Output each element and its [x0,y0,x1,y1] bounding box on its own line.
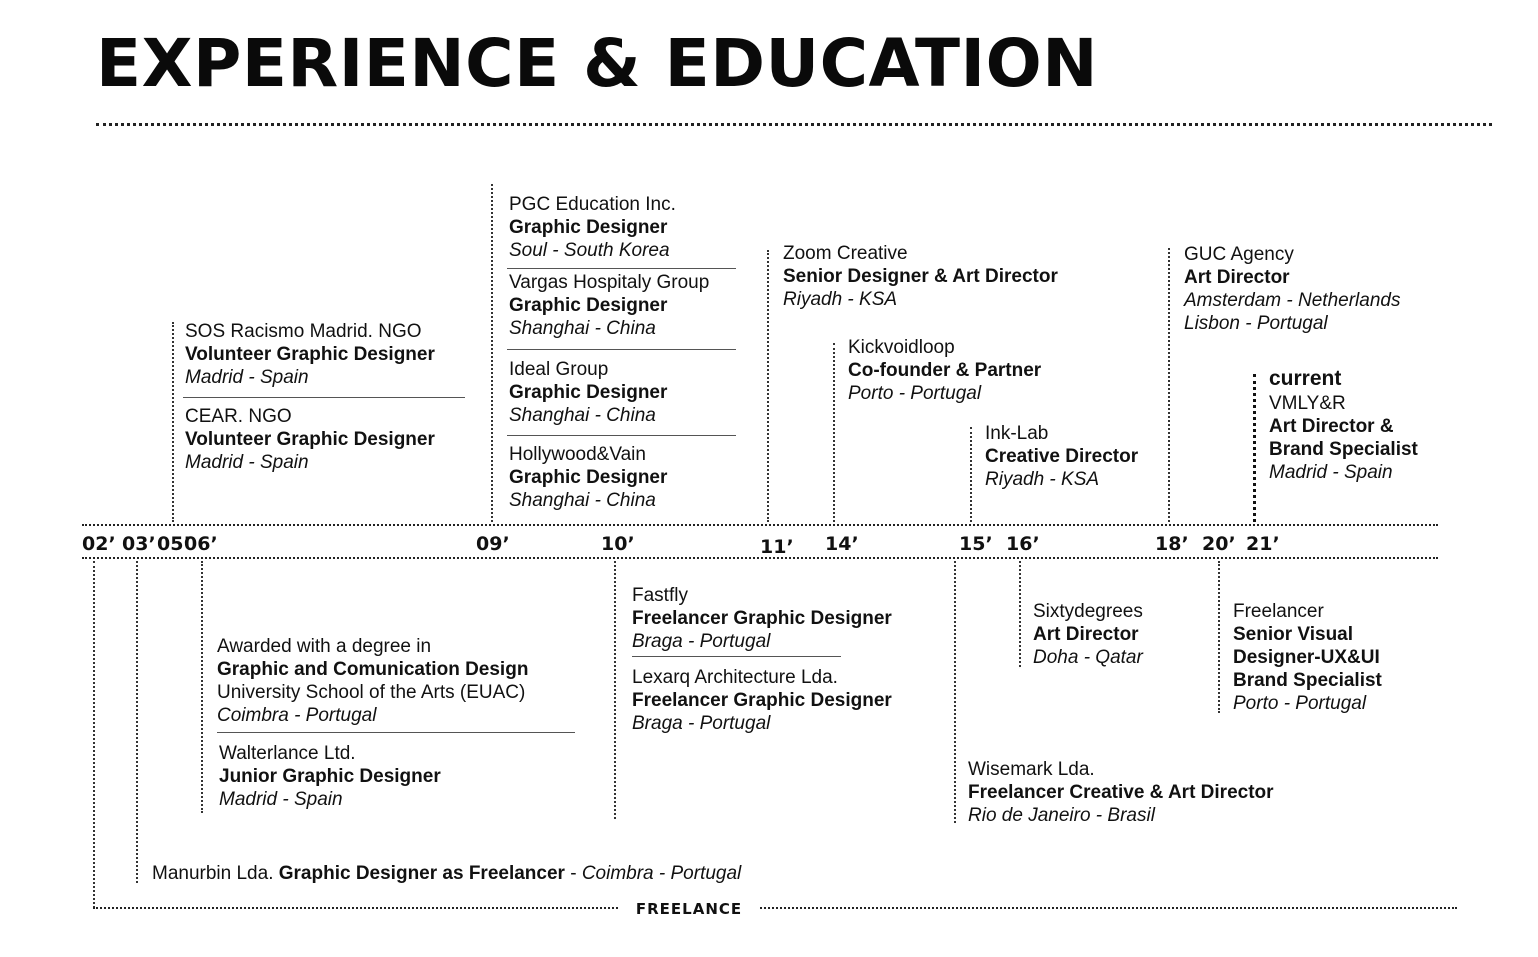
entry-dash: - [564,863,582,884]
entry-location: Coimbra - Portugal [217,705,377,726]
freelance-label: FREELANCE [620,898,758,920]
entry-pgc [509,193,676,262]
entry-org: Freelancer [1233,601,1324,622]
entry-org: Awarded with a degree in [217,636,432,657]
entry-location: Coimbra - Portugal [581,863,742,884]
year-label: 15’ [959,533,993,555]
entry-kickvoidloop [848,336,1041,405]
entry-role: Brand Specialist [1233,670,1382,691]
year-label: 20’ [1202,533,1236,555]
timeline-top-line [82,524,1438,526]
connector-line-current [1253,374,1256,522]
entry-location: Riyadh - KSA [783,289,898,310]
entry-lexarq [632,666,892,735]
entry-role: Senior Designer & Art Director [783,266,1058,287]
entry-role: Freelancer Graphic Designer [632,608,892,629]
entry-org: Lexarq Architecture Lda. [632,667,838,688]
entry-location: Shanghai - China [509,405,656,426]
connector-line [1218,561,1220,713]
entry-org: Vargas Hospitaly Group [509,272,710,293]
entry-org: Manurbin Lda. [152,863,274,884]
entry-org: Ideal Group [509,359,609,380]
entry-separator [507,268,736,269]
entry-location: Porto - Portugal [848,383,982,404]
entry-location: Doha - Qatar [1033,647,1143,668]
entry-role: Graphic Designer [509,295,668,316]
entry-org: PGC Education Inc. [509,194,676,215]
entry-location: Amsterdam - Netherlands [1184,290,1401,311]
freelance-line [93,907,1457,909]
connector-line [970,427,972,522]
entry-location: Rio de Janeiro - Brasil [968,805,1155,826]
entry-role: Graphic Designer [509,467,668,488]
year-label: 21’ [1246,533,1280,555]
connector-line [1168,248,1170,522]
connector-line [767,250,769,522]
entry-role: Graphic Designer [509,382,668,403]
year-label: 18’ [1155,533,1189,555]
entry-role: Freelancer Creative & Art Director [968,782,1274,803]
entry-org: Zoom Creative [783,243,908,264]
entry-org: VMLY&R [1269,393,1346,414]
entry-role: Art Director & [1269,416,1394,437]
year-label: 10’ [601,533,635,555]
entry-school: University School of the Arts (EUAC) [217,682,526,703]
page-title: EXPERIENCE & EDUCATION [96,25,1098,102]
entry-vargas [509,271,709,340]
entry-role: Brand Specialist [1269,439,1418,460]
connector-line [1019,561,1021,667]
year-label: 02’ [82,533,116,555]
entry-location: Madrid - Spain [219,789,343,810]
entry-location: Braga - Portugal [632,631,771,652]
entry-zoom [783,242,1058,311]
entry-org: Kickvoidloop [848,337,955,358]
connector-line [954,561,956,823]
title-divider [96,123,1492,126]
connector-line [172,322,174,522]
entry-wisemark [968,758,1274,827]
entry-org: GUC Agency [1184,244,1294,265]
connector-line [136,561,138,883]
entry-sixtydegrees [1033,600,1143,669]
entry-degree [217,635,528,727]
entry-separator [507,349,736,350]
entry-role: Freelancer Graphic Designer [632,690,892,711]
entry-sos-racismo [185,320,435,389]
entry-org: Ink-Lab [985,423,1049,444]
year-label: 14’ [825,533,859,555]
entry-role: Senior Visual [1233,624,1354,645]
entry-location: Shanghai - China [509,318,656,339]
entry-hollywood [509,443,667,512]
connector-line [833,343,835,522]
entry-separator [507,435,736,436]
entry-location: Madrid - Spain [185,452,309,473]
entry-location: Braga - Portugal [632,713,771,734]
entry-guc [1184,243,1400,335]
entry-vmly [1269,367,1418,484]
connector-line [491,184,493,522]
year-label: 11’ [760,536,794,558]
entry-location: Riyadh - KSA [985,469,1100,490]
year-label: 06’ [184,533,218,555]
entry-separator [632,656,841,657]
entry-role: Junior Graphic Designer [219,766,441,787]
year-label: 03’ [122,533,156,555]
entry-location: Lisbon - Portugal [1184,313,1328,334]
entry-freelancer [1233,600,1382,715]
entry-inklab [985,422,1138,491]
entry-location: Madrid - Spain [185,367,309,388]
entry-role: Graphic Designer as Freelancer [278,863,565,884]
connector-line [201,561,203,813]
entry-role: Co-founder & Partner [848,360,1042,381]
entry-org: Fastfly [632,585,688,606]
year-label: 16’ [1006,533,1040,555]
entry-role: Graphic and Comunication Design [217,659,529,680]
entry-separator [183,397,465,398]
entry-role: Creative Director [985,446,1139,467]
entry-location: Madrid - Spain [1269,462,1393,483]
entry-org: Wisemark Lda. [968,759,1095,780]
entry-fastfly [632,584,892,653]
year-label: 09’ [476,533,510,555]
entry-ideal [509,358,667,427]
entry-cear [185,405,435,474]
entry-org: CEAR. NGO [185,406,292,427]
entry-role: Volunteer Graphic Designer [185,429,435,450]
entry-org: Walterlance Ltd. [219,743,356,764]
entry-org: Hollywood&Vain [509,444,646,465]
entry-role: Art Director [1033,624,1139,645]
entry-org: SOS Racismo Madrid. NGO [185,321,422,342]
entry-org: Sixtydegrees [1033,601,1143,622]
year-label: 05’ [157,533,191,555]
entry-walterlance [219,742,441,811]
entry-role: Designer-UX&UI [1233,647,1380,668]
entry-separator [217,732,575,733]
current-label: current [1269,367,1342,390]
entry-manurbin [152,862,741,886]
entry-location: Soul - South Korea [509,240,670,261]
entry-location: Shanghai - China [509,490,656,511]
connector-line [93,561,95,908]
entry-role: Volunteer Graphic Designer [185,344,435,365]
connector-line [614,561,616,819]
entry-role: Art Director [1184,267,1290,288]
entry-location: Porto - Portugal [1233,693,1367,714]
entry-role: Graphic Designer [509,217,668,238]
